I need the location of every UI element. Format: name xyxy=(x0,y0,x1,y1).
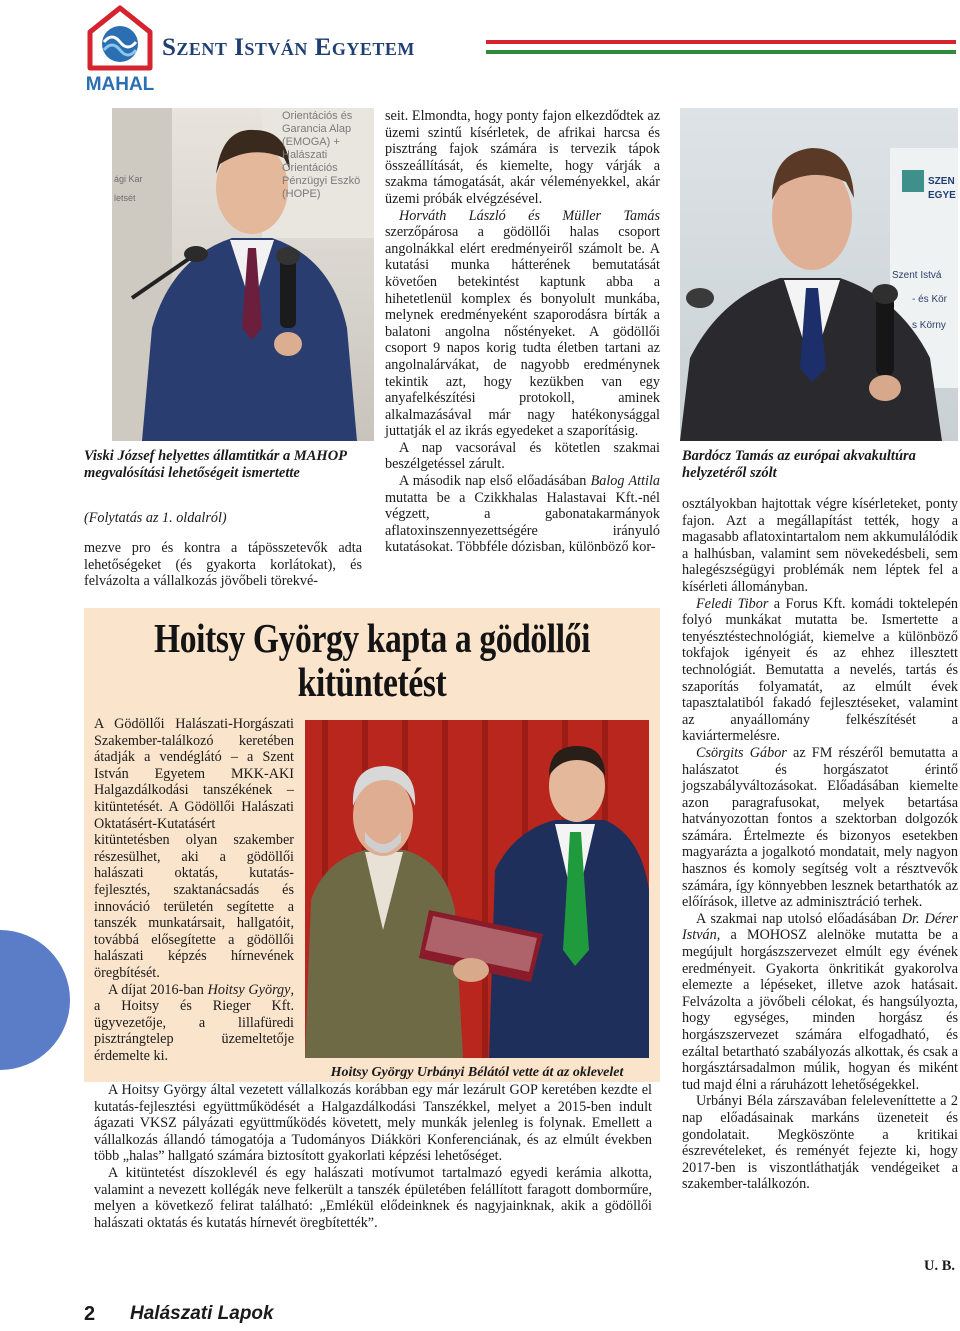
bg-sign-line: Szent Istvá xyxy=(892,270,942,281)
slide-side-line: letsét xyxy=(114,193,136,203)
paragraph-text: mutatta be a Czikkhalas Halastavai Kft.-nél végzett, a gabonatakarmányok aflatoxinszennyezettségére irányuló kutatásokat. Többféle dózisban, különböző kor- xyxy=(385,489,660,556)
person-name: Hoitsy György xyxy=(207,981,291,998)
slide-line: Halászati xyxy=(282,149,328,161)
right-column-text xyxy=(682,496,958,1193)
paragraph xyxy=(682,596,958,745)
caption-left-photo: Viski József helyettes államtitkár a MAHOP megvalósítási lehetőségeit ismertette xyxy=(84,448,347,481)
paragraph: A kitüntetést díszoklevél és egy halászati motívumot tartalmazó egyedi kerámia alkotta, valamint a nevezett kollégák neve felkerült a tanszék épületében felállított faragott domborműre, melyen a következő felirat található: „Emlékül elődeinknek és nagyjainknak, akik a gödöllői halászati oktatás és kutatás hírnevét öregbítették”. xyxy=(94,1164,652,1231)
slide-side-line: ági Kar xyxy=(114,174,143,184)
bg-sign-line: EGYE xyxy=(928,190,956,201)
paragraph: Urbányi Béla zárszavában feleleveníttette a 2 nap előadásainak markáns üzeneteit és gondolatait. Megköszönte a kritikai észrevételeket, és reményét fejezte ki, hogy 2017-ben is viszontláthatják vendégeiket a szakember-találkozón. xyxy=(682,1093,958,1193)
paragraph: seit. Elmondta, hogy ponty fajon elkezdődtek az üzemi szintű kísérletek, de afrikai harcsa és pisztráng fajok számára is tervezik tápok összeállítását, és kiemelte, hogy várják a szakma támogatását, akár véleményekkel, akár üzemi próbák elvégzésével. xyxy=(385,108,660,207)
paragraph-text: a Forus Kft. komádi toktelepén folyó munkákat mutatta be. Ismertette a tenyésztéstechnológiát, kiemelve a különböző tokfajok igényeit és az ehhez illesztett technológiát. Bemutatta a nevelés, tartás és szaporítás folyamatát, az elmúlt évek tapasztalatiból fakadó fejlesztéseket, valamint az anyaállomány felkészítését a kaviártermelésre. xyxy=(682,595,959,745)
page-number: 2 xyxy=(84,1303,96,1325)
photo-speaker-bardocz xyxy=(680,108,958,441)
slide-text xyxy=(282,110,372,201)
article-box-column xyxy=(94,716,294,1064)
headline-line: Hoitsy György kapta a gödöllői xyxy=(153,615,591,661)
decorative-circle xyxy=(0,930,70,1070)
paragraph-text: szerzőpárosa a gödöllői halas csoport angolnákkal elért eredményeiről számolt be. A kutatási munka hátterének bemutatását követően betekintést kaptunk abba a hihetetlenül komplex és bonyolult munkába, melynek eredményeként szaporodásra bírták a balatoni angolna nőstényeket. A gödöllői csoport 9 napos korig tudta életben tartani az angolnalárvákat, de nagyobb eredménynek tekintik azt, hogy kezükben van egy anyafelkészítési protokoll, aminek alkalmazásával már nagy hatékonysággal juttatják el az ikrás egyedeket a szaporításig. xyxy=(385,224,660,440)
paragraph-text: A második nap első előadásában xyxy=(399,473,587,490)
left-column-text xyxy=(84,540,362,590)
bg-sign-line: SZEN xyxy=(928,176,955,187)
header-stripe-red xyxy=(486,40,956,44)
paragraph-text: , a Hoitsy és Rieger Kft. ügyvezetője, a lillafüredi pisztrángtelep üzemeltetője érdemelte ki. xyxy=(94,981,294,1064)
paragraph-text: az FM részéről bemutatta a halászatot és horgászatot érintő jogszabályváltozásokat. Előadásában kiemelte azon paragrafusokat, melyek betartása hatványozottan fontos a szektorban dolgozók számára. Értelmezte és bizonyos esetekben magyarázta a jogalkotó mondatait, mely nagyon hasznos és komoly segítség volt a résztvevők számára, így könnyebben lesznek betarthatók az előírások, illetve az adminisztráció terhek. xyxy=(682,744,959,911)
paragraph xyxy=(94,982,294,1065)
header-stripe-green xyxy=(486,50,956,54)
slide-line: Orientációs és xyxy=(282,110,353,122)
bg-sign-line: - és Kör xyxy=(912,294,948,305)
headline-line: kitüntetést xyxy=(297,659,447,705)
slide-side-text xyxy=(114,170,143,208)
paragraph xyxy=(682,745,958,911)
paragraph: osztályokban hajtottak végre kísérleteket, ponty fajon. Azt a megállapítást tették, hogy a magasabb aflatoxintartalom nem akkumulálódik a halhúsban, valamint sem növekedésbeli, sem halegészségügyi problémák nem léptek fel a kísérleti állományban. xyxy=(682,496,958,595)
person-name: Csörgits Gábor xyxy=(696,744,787,761)
paragraph xyxy=(385,208,660,440)
university-name: Szent István Egyetem xyxy=(162,34,415,61)
middle-column-text xyxy=(385,108,660,556)
paragraph: A Gödöllői Halászati-Horgászati Szakember-találkozó keretében átadják a vendéglátó – a Szent István Egyetem MKK-AKI Halgazdálkodási tanszékének – kitüntetését. A Gödöllői Halászati Oktatásért-Kutatásért kitüntetésben olyan szakember részesülhet, aki a gödöllői halászati oktatás, kutatás-fejlesztés, szaktanácsadás és innováció területén segítette a tanszék munkatársait, hallgatóit, továbbá elősegítette a gödöllői halászati képzés hírnevének öregbítését. xyxy=(94,716,294,981)
caption-right-photo: Bardócz Tamás az európai akvakultúra helyzetéről szólt xyxy=(682,448,916,481)
paragraph: A Hoitsy György által vezetett vállalkozás korábban egy már lezárult GOP keretében kezdte el kutatás-fejlesztési együttműködését a Halgazdálkodási Tanszékkel, melyet a 2015-ben indult ágazati VKSZ pályázati együttműködés követett, mely munkák jelenleg is folynak. Emellett a vállalkozás állandó támogatója a Tudományos Diákköri Konferenciának, és az elmúlt években több „halas” hallgató számára biztosított gyakorlati képzési lehetőséget. xyxy=(94,1082,652,1165)
article-continuation xyxy=(94,1082,652,1231)
paragraph: A nap vacsorával és kötetlen szakmai beszélgetéssel zárult. xyxy=(385,439,660,473)
person-name: Feledi Tibor xyxy=(696,595,769,612)
slide-line: Pénzügyi Eszkö xyxy=(282,175,361,187)
person-name: Balog Attila xyxy=(590,473,661,490)
person-name: Dr. Dérer István xyxy=(682,910,958,944)
bg-sign-line: s Körny xyxy=(912,320,946,331)
paragraph xyxy=(682,911,958,1094)
article-headline xyxy=(136,616,608,704)
journal-name: Halászati Lapok xyxy=(130,1303,274,1324)
slide-line: (EMOGA) + xyxy=(282,136,340,148)
continued-note: (Folytatás az 1. oldalról) xyxy=(84,510,227,526)
slide-line: Orientációs xyxy=(282,162,338,174)
paragraph-text: A díjat 2016-ban xyxy=(108,981,204,998)
paragraph: mezve pro és kontra a tápösszetevők adta lehetőségeket (és gyakorta korlátokat), és felvázolta a vállalkozás jövőbeli törekvé- xyxy=(84,540,362,590)
author-signature: U. B. xyxy=(924,1258,956,1274)
person-names: Horváth László és Müller Tamás xyxy=(399,207,660,224)
paragraph-text: A szakmai nap utolsó előadásában xyxy=(696,910,897,927)
paragraph-text: , a MOHOSZ alelnöke mutatta be a megújult horgászszervezet elmúlt egy évének eredményeit. Gyakorta önkritikát gyakorolva elemezte a lépéseket, illetve azok hatásait. Felvázolta a jövőbeli célokat, és hangsúlyozta, hogy egységes, minden horgász és horgászszervezet számára elfogadható, és ezáltal betartható szabályozás alkottak, és csak a horgásztársadalmon múlik, hogyan és miként tud majd élni a ráruházott lehetőségekkel. xyxy=(682,927,958,1093)
logo-text: MAHAL xyxy=(85,74,155,94)
slide-line: Garancia Alap xyxy=(282,123,352,135)
paragraph xyxy=(385,473,660,556)
photo-award-ceremony xyxy=(305,720,649,1058)
slide-line: (HOPE) xyxy=(282,188,321,200)
mahal-logo xyxy=(80,2,160,94)
caption-center-photo: Hoitsy György Urbányi Bélától vette át az oklevelet xyxy=(330,1065,624,1080)
